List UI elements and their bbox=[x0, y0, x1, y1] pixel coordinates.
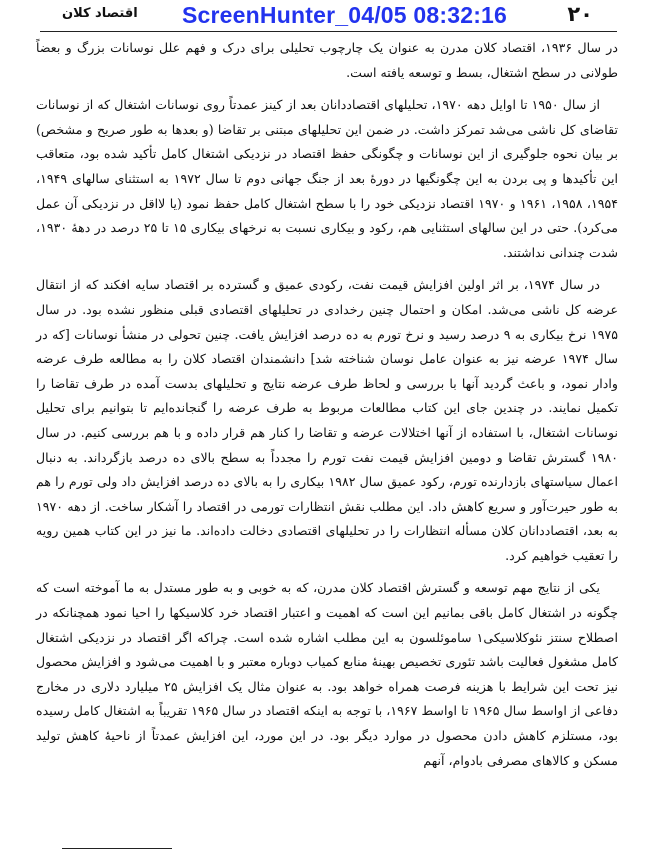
header-rule bbox=[40, 31, 617, 32]
paragraph-3: در سال ۱۹۷۴، بر اثر اولین افزایش قیمت نفت، رکودی عمیق و گسترده بر اقتصاد سایه افکند که از انتقال عرضه کل ناشی می‌شد. امکان و احتمال چنین رخدادی در تحلیلهای اقتصادی قبلی منظور نشده بود. در سال ۱۹۷۵ نرخ بیکاری به ۹ درصد رسید و نرخ تورم به ده درصد افزایش یافت. چنین تحولی در منشأ نوسانات [که در سال ۱۹۷۴ عرضه نیز به عنوان عامل نوسان شناخته شد] دانشمندان اقتصاد کلان را به مطالعه طرف عرضه وادار نمود، و باعث گردید آنها با بررسی و لحاظ طرف عرضه نتایج و تحلیلهای بدست آمده در طرف تقاضا را تکمیل نمایند. در چندین جای این کتاب مطالعات مربوط به طرف عرضه را گنجانده‌ایم تا بتوانیم برای تحلیل نوسانات اشتغال، با استفاده از آنها اختلالات عرضه و تقاضا را کنار هم قرار داده و با هم بررسی کنیم. در سال ۱۹۸۰ گسترش تقاضا و دومین افزایش قیمت نفت تورم را مجدداً به سطح بالای ده درصد بازگرداند. به دنبال اعمال سیاستهای بازدارنده تورم، رکود عمیق سال ۱۹۸۲ بیکاری را به بالای ده درصد افزایش داد ولی تورم را هم به طور حیرت‌آور و سریع کاهش داد. این مطلب نقش انتظارات تورمی در اقتصاد را آشکار ساخت. از دهه ۱۹۷۰ به بعد، اقتصاددانان کلان مسأله انتظارات را در تحلیلهای اقتصادی دخالت داده‌اند. ما نیز در این کتاب همین رویه را تعقیب خواهیم کرد. bbox=[36, 277, 619, 563]
body-text bbox=[36, 36, 618, 781]
paragraph-4: یکی از نتایج مهم توسعه و گسترش اقتصاد کلان مدرن، که به خوبی و به طور مستدل به ما آموخته است که چگونه در اشتغال کامل باقی بمانیم این است که اهمیت و اعتبار اقتصاد خرد کلاسیکها را احیا نمود همچنانکه در اصطلاح سنتز نئوکلاسیکی۱ ساموئلسون به این مطلب اشاره شده است. چراکه اگر اقتصاد در نزدیکی اشتغال کامل مشغول فعالیت باشد تئوری تخصیص بهینهٔ منابع کمیاب دوباره معتبر و با اهمیت می‌شود و افزایش محصول نیز تحت این شرایط با هزینه فرصت همراه خواهد بود. به عنوان مثال یک افزایش ۲۵ میلیارد دلاری در مخارج دفاعی از اواسط سال ۱۹۶۵ تا اواسط ۱۹۶۷، با توجه به اینکه اقتصاد در سال ۱۹۶۵ تقریباً به اشتغال کامل رسیده بود، مستلزم کاهش دادن محصول در موارد دیگر بود. در این مورد، این افزایش عمدتاً از ناحیهٔ کاهش تولید مسکن و کالاهای مصرفی بادوام، آنهم bbox=[36, 580, 618, 768]
running-title: اقتصاد کلان bbox=[62, 6, 138, 21]
paragraph-2: از سال ۱۹۵۰ تا اوایل دهه ۱۹۷۰، تحلیلهای اقتصاددانان بعد از کینز عمدتاً روی نوسانات اشتغال که از نوسانات تقاضای کل ناشی می‌شد تمرکز داشت. در ضمن این تحلیلهای مبتنی بر تقاضا (و بعدها به طور صریح و مشخص) بر بیان نحوه جلوگیری از این نوسانات و چگونگی حفظ اقتصاد در نزدیکی اشتغال کامل تأکید شده بود، متعاقب این تأکیدها و پی بردن به این چگونگیها در دورهٔ بعد از جنگ جهانی دوم تا سال ۱۹۷۲ به استثنای سالهای ۱۹۴۹، ۱۹۵۴، ۱۹۵۸، ۱۹۶۱ و ۱۹۷۰ اقتصاد نزدیکی خود را با سطح اشتغال کامل حفظ نمود (یا لااقل در نزدیکی آن عمل می‌کرد). حتی در این سالهای استثنایی هم، رکود و بیکاری نسبت به نرخهای بیکاری ۱۵ تا ۲۵ درصد در دههٔ ۱۹۳۰، شدت چندانی نداشتند. bbox=[36, 97, 618, 260]
screenshot-watermark: ScreenHunter_04/05 08:32:16 bbox=[182, 2, 508, 28]
footnote-rule bbox=[62, 848, 172, 849]
page-number: ۲۰ bbox=[567, 2, 593, 26]
page-header bbox=[0, 0, 651, 34]
paragraph-1: در سال ۱۹۳۶، اقتصاد کلان مدرن به عنوان یک چارچوب تحلیلی برای درک و فهم علل نوسانات بزرگ و بعضاً طولانی در سطح اشتغال، بسط و توسعه یافته است. bbox=[36, 40, 618, 80]
